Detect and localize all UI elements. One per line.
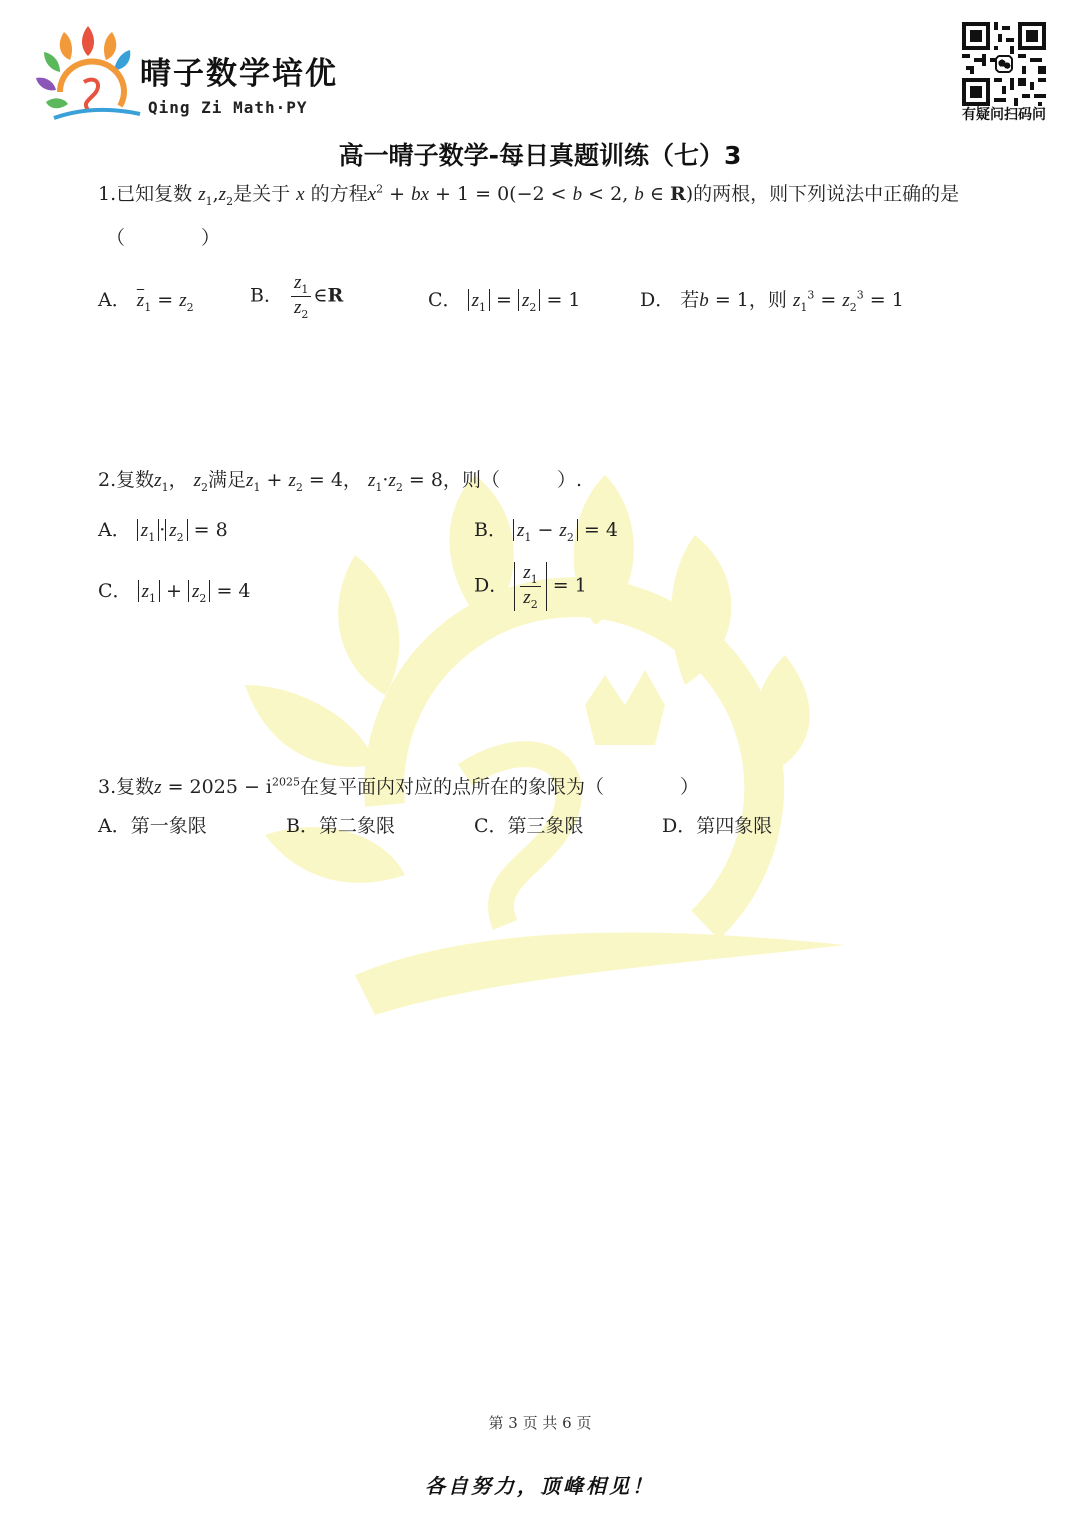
option-label: D． xyxy=(640,289,675,311)
q1-option-a: A． $\overline{z}_1 = z_2$ xyxy=(98,289,194,314)
option-label: B． xyxy=(250,284,283,307)
question-text: 是关于 xyxy=(233,183,291,205)
option-label: C． xyxy=(428,289,462,311)
question-number: 1. xyxy=(98,183,117,205)
logo-chinese-name: 晴子数学培优 xyxy=(140,56,338,92)
q3-option-d xyxy=(662,811,772,838)
q2-option-c: C． $z_1 + z_2 = 4$ xyxy=(98,580,251,605)
option-label: C． xyxy=(98,580,132,602)
option-text: ，则 xyxy=(748,289,787,311)
option-text: 若 xyxy=(680,289,700,311)
question-text: 的两根，则下列说法中正确的是 xyxy=(693,183,960,205)
option-text: 第二象限 xyxy=(318,815,395,837)
option-label: A． xyxy=(98,289,131,311)
q2-option-b: B． $z_1 - z_2 = 4$ xyxy=(474,519,618,544)
option-label: B． xyxy=(286,815,319,837)
fraction: $\frac{z_1}{z_2}$ xyxy=(291,272,311,321)
page-number: 第 3 页 共 6 页 xyxy=(488,1414,592,1432)
brand-logo xyxy=(32,22,372,132)
logo-english-name: Qing Zi Math·PY xyxy=(148,98,308,117)
answer-blank: （ ） xyxy=(106,227,221,249)
qr-code-icon xyxy=(962,22,1046,106)
fraction: $\frac{z_1}{z_2}$ xyxy=(520,562,540,611)
question-text: 在复平面内对应的点所在的象限为（ ） xyxy=(300,776,700,798)
q1-option-d: D． 若b = 1，则 $z_1^3 = z_2^3 = 1$ xyxy=(640,288,904,314)
question-text: 复数 xyxy=(116,776,155,798)
question-2-stem: 2.复数$z_1$， $z_2$满足$z_1 + z_2 = 4$， $z_1\cdot z_2 = 8$，则（ ）. xyxy=(98,469,582,494)
option-label: D． xyxy=(662,815,697,837)
question-number: 3. xyxy=(98,776,117,798)
page-title: 高一晴子数学-每日真题训练（七）3 xyxy=(338,141,742,170)
q2-option-d: D． $\frac{z_1}{z_2}$ = 1 xyxy=(474,562,587,611)
q3-option-b xyxy=(286,811,395,838)
question-number: 2. xyxy=(98,469,117,491)
option-label: B． xyxy=(474,519,507,541)
q1-option-b: B． $\frac{z_1}{z_2}$ ∈R xyxy=(250,272,344,321)
qr-caption: 有疑问扫码问 xyxy=(962,107,1046,123)
question-text: 的方程 xyxy=(310,183,368,205)
question-text: 复数 xyxy=(116,469,155,491)
question-text: 满足 xyxy=(208,469,247,491)
option-label: C． xyxy=(474,815,508,837)
q3-option-a xyxy=(98,811,207,838)
slogan: 各自努力，顶峰相见！ xyxy=(425,1474,655,1498)
option-label: D． xyxy=(474,574,509,597)
question-3-stem: 3.复数$z = 2025 - i^{2025}$在复平面内对应的点所在的象限为（ ） xyxy=(98,775,700,798)
question-1-stem: 1.已知复数 $z_1,z_2$是关于 x 的方程$x^2$ + bx + 1 = 0(−2 < b < 2, b ∈ R)的两根，则下列说法中正确的是 xyxy=(98,182,960,208)
option-text: 第四象限 xyxy=(696,815,773,837)
option-text: 第三象限 xyxy=(507,815,584,837)
option-label: A． xyxy=(98,519,131,541)
question-text: 则（ ）. xyxy=(461,469,582,491)
q3-option-c xyxy=(474,811,584,838)
q2-option-a: A． $z_1 \cdot z_2 = 8$ xyxy=(98,519,228,544)
option-label: A． xyxy=(98,815,131,837)
sun-logo-icon xyxy=(32,22,144,126)
question-text: 已知复数 xyxy=(116,183,193,205)
option-text: 第一象限 xyxy=(130,815,207,837)
q1-option-c: C． $z_1 = z_2 = 1$ xyxy=(428,289,581,314)
